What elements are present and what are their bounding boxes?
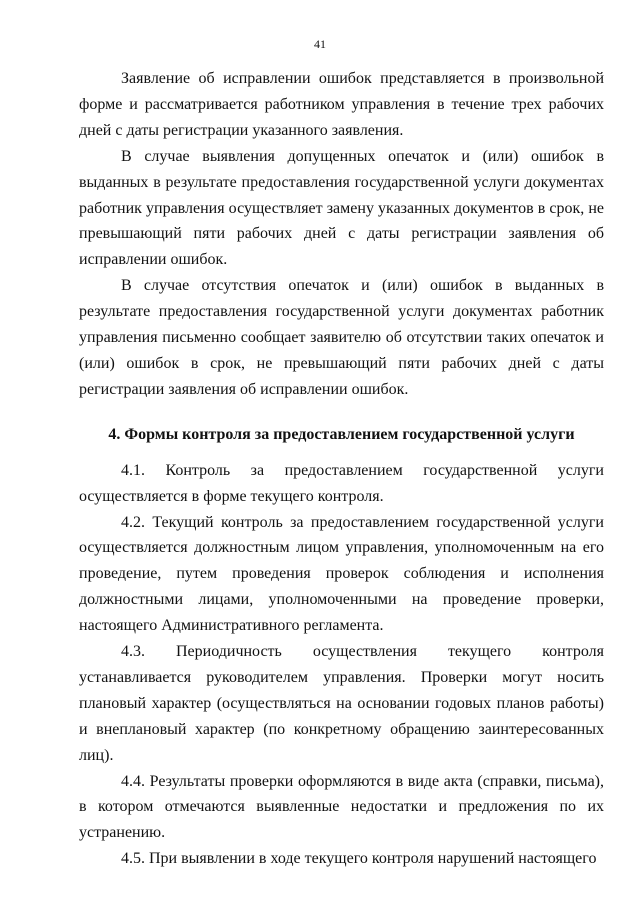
paragraph-errors-found: В случае выявления допущенных опечаток и (или) ошибок в выданных в результате предоставления государственной услуги документах работник управления осуществляет замену указанных документов в срок, не превышающий пяти рабочих дней с даты регистрации заявления об исправлении ошибок. bbox=[79, 147, 604, 269]
paragraph-no-errors: В случае отсутствия опечаток и (или) ошибок в выданных в результате предоставления государственной услуги документах работник управления письменно сообщает заявителю об отсутствии таких опечаток и (или) ошибок в срок, не превышающий пяти рабочих дней с даты регистрации заявления об исправлении ошибок. bbox=[79, 277, 604, 398]
paragraph-4-3: 4.3. Периодичность осуществления текущего контроля устанавливается руководителем управления. Проверки могут носить плановый характер (осуществляться на основании годовых планов работы) и внеплановый характер (по конкретному обращению заинтересованных лиц). bbox=[79, 643, 604, 764]
section-heading: 4. Формы контроля за предоставлением государственной услуги bbox=[108, 425, 575, 443]
paragraph-4-2: 4.2. Текущий контроль за предоставлением государственной услуги осуществляется должностным лицом управления, уполномоченным на его проведение, путем проведения проверок соблюдения и исполнения должностными лицами, уполномоченными на проведение проверки, настоящего Административного регламента. bbox=[79, 513, 604, 635]
paragraph-4-1: 4.1. Контроль за предоставлением государственной услуги осуществляется в форме текущего контроля. bbox=[79, 461, 604, 505]
paragraph-4-5: 4.5. При выявлении в ходе текущего контроля нарушений настоящего bbox=[121, 850, 597, 868]
document-body bbox=[79, 66, 604, 872]
paragraph-correction-request: Заявление об исправлении ошибок представляется в произвольной форме и рассматривается работником управления в течение трех рабочих дней с даты регистрации указанного заявления. bbox=[79, 70, 604, 139]
page-number: 41 bbox=[314, 37, 326, 51]
paragraph-4-4: 4.4. Результаты проверки оформляются в виде акта (справки, письма), в котором отмечаются выявленные недостатки и предложения по их устранению. bbox=[79, 772, 604, 842]
